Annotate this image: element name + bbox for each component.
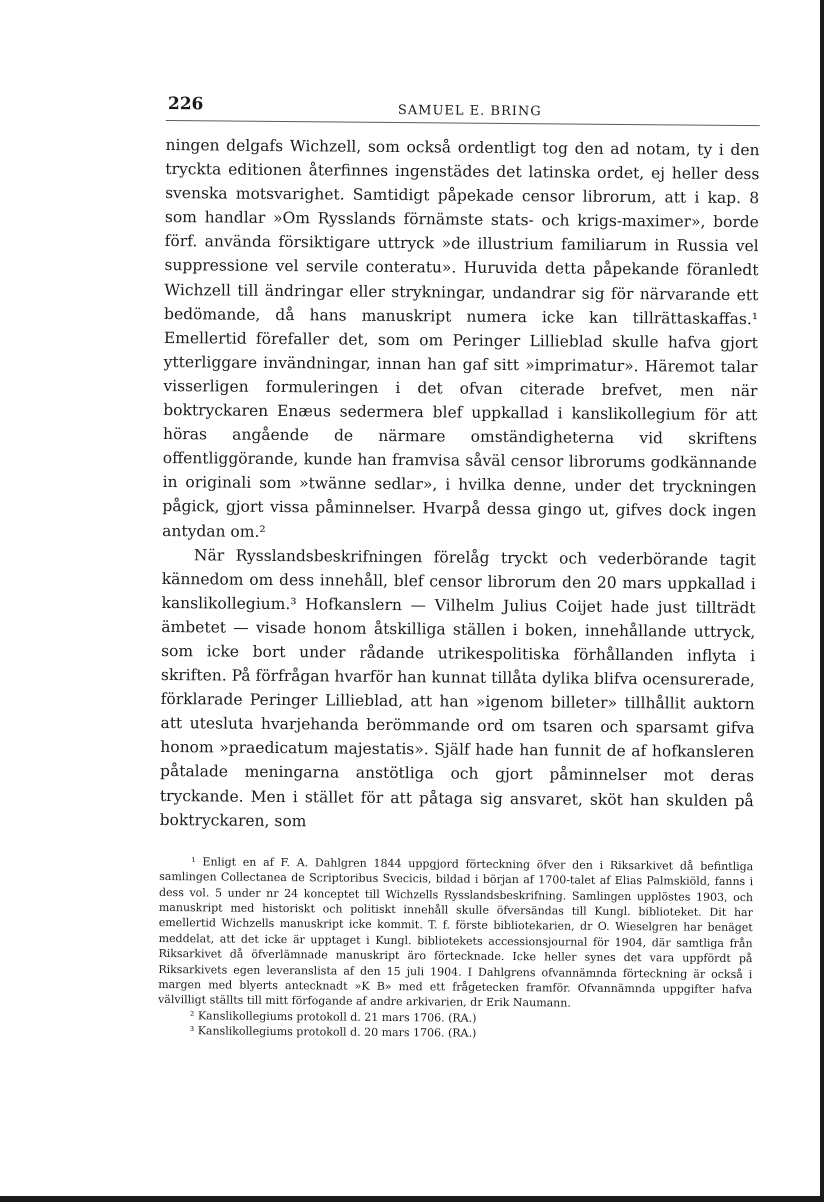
paragraph: ningen delgafs Wichzell, som också ordentligt tog den ad notam, ty i den tryckta editionen återfinnes ingenstädes det latinska ordet, ej heller dess svenska motsvarighet. Samtidigt påpekade censor librorum, att i kap. 8 som handlar »Om Rysslands förnämste stats- och krigs-maximer», borde förf. använda försiktigare uttryck »de illustrium familiarum in Russia vel suppressione vel servile conteratu». Huruvida detta påpekande föranledt Wichzell till ändringar eller strykningar, undandrar sig för närvarande ett bedömande, då hans manuskript numera icke kan tillrättaskaffas.¹ Emellertid förefaller det, som om Peringer Lillieblad skulle hafva gjort ytterliggare invändningar, innan han gaf sitt »imprimatur». Häremot talar visserligen formuleringen i det ofvan citerade brefvet, men när boktryckaren Enæus sedermera blef uppkallad i kanslikollegium för att höras angående de närmare omständigheterna vid skriftens offentliggörande, kunde han framvisa såväl censor librorums godkännande in originali som »twänne sedlar», i hvilka denne, under det tryckningen pågick, gjort vissa påminnelser. Hvarpå dessa gingo ut, gifves dock ingen antydan om.² [162,135,760,541]
footnote-1: ¹ Enligt en af F. A. Dahlgren 1844 uppgjord förteckning öfver den i Riksarkivet då befintliga samlingen Collectanea de Scriptoribus Svecicis, bildad i början af 1700-talet af Elias Palmskiöld, fanns i dess vol. 5 under nr 24 konceptet till Wichzells Rysslandsbeskrifning. Samlingen upplöstes 1903, och manuskript med historiskt och politiskt innehåll skulle öfversändas till Kungl. biblioteket. Dit har emellertid Wichzells manuskript icke kommit. T. f. förste bibliotekarien, dr O. Wieselgren har benäget meddelat, att det icke är upptaget i Kungl. bibliotekets accessionsjournal för 1904, där samtliga från Riksarkivet då öfverlämnade manuskript äro förtecknade. Icke heller synes det vara uppfördt på Riksarkivets egen leveranslista af den 15 juli 1904. I Dahlgrens ofvannämnda förteckning är också i margen med blyerts antecknadt »K B» med ett frågetecken framför. Ofvannämnda uppgifter hafva välvilligt ställts till mitt förfogande af andre arkivarien, dr Erik Naumann. [158,854,754,1010]
footnote-3: ³ Kanslikollegiums protokoll d. 20 mars 1706. (RA.) [189,1024,477,1040]
scan-border-bottom [0,1196,824,1202]
footnotes [158,854,754,1044]
body-text [160,133,760,837]
footnote-2: ² Kanslikollegiums protokoll d. 21 mars 1706. (RA.) [189,1009,477,1025]
running-title: SAMUEL E. BRING [397,103,542,120]
scan-border-right [820,0,824,1202]
book-page [158,94,760,1044]
page-number: 226 [167,94,204,115]
paragraph: När Rysslandsbeskrifningen förelåg tryckt och vederbörande tagit kännedom om dess innehåll, blef censor librorum den 20 mars uppkallad i kanslikollegium.³ Hofkanslern — Vilhelm Julius Coijet hade just tillträdt ämbetet — visade honom åtskilliga ställen i boken, innehållande uttryck, som icke bort under rådande utrikespolitiska förhållanden inflyta i skriften. På förfrågan hvarför han kunnat tillåta dylika blifva ocensurerade, förklarade Peringer Lillieblad, att han »igenom billeter» tillhållit auktorn att utesluta hvarjehanda berömmande ord om tsaren och sparsamt gifva honom »praedicatum majestatis». Själf hade han funnit de af hofkansleren påtalade meningarna anstötliga och gjort påminnelser mot deras tryckande. Men i stället för att påtaga sig ansvaret, sköt han skulden på boktryckaren, som [159,545,757,830]
running-head [166,94,760,126]
